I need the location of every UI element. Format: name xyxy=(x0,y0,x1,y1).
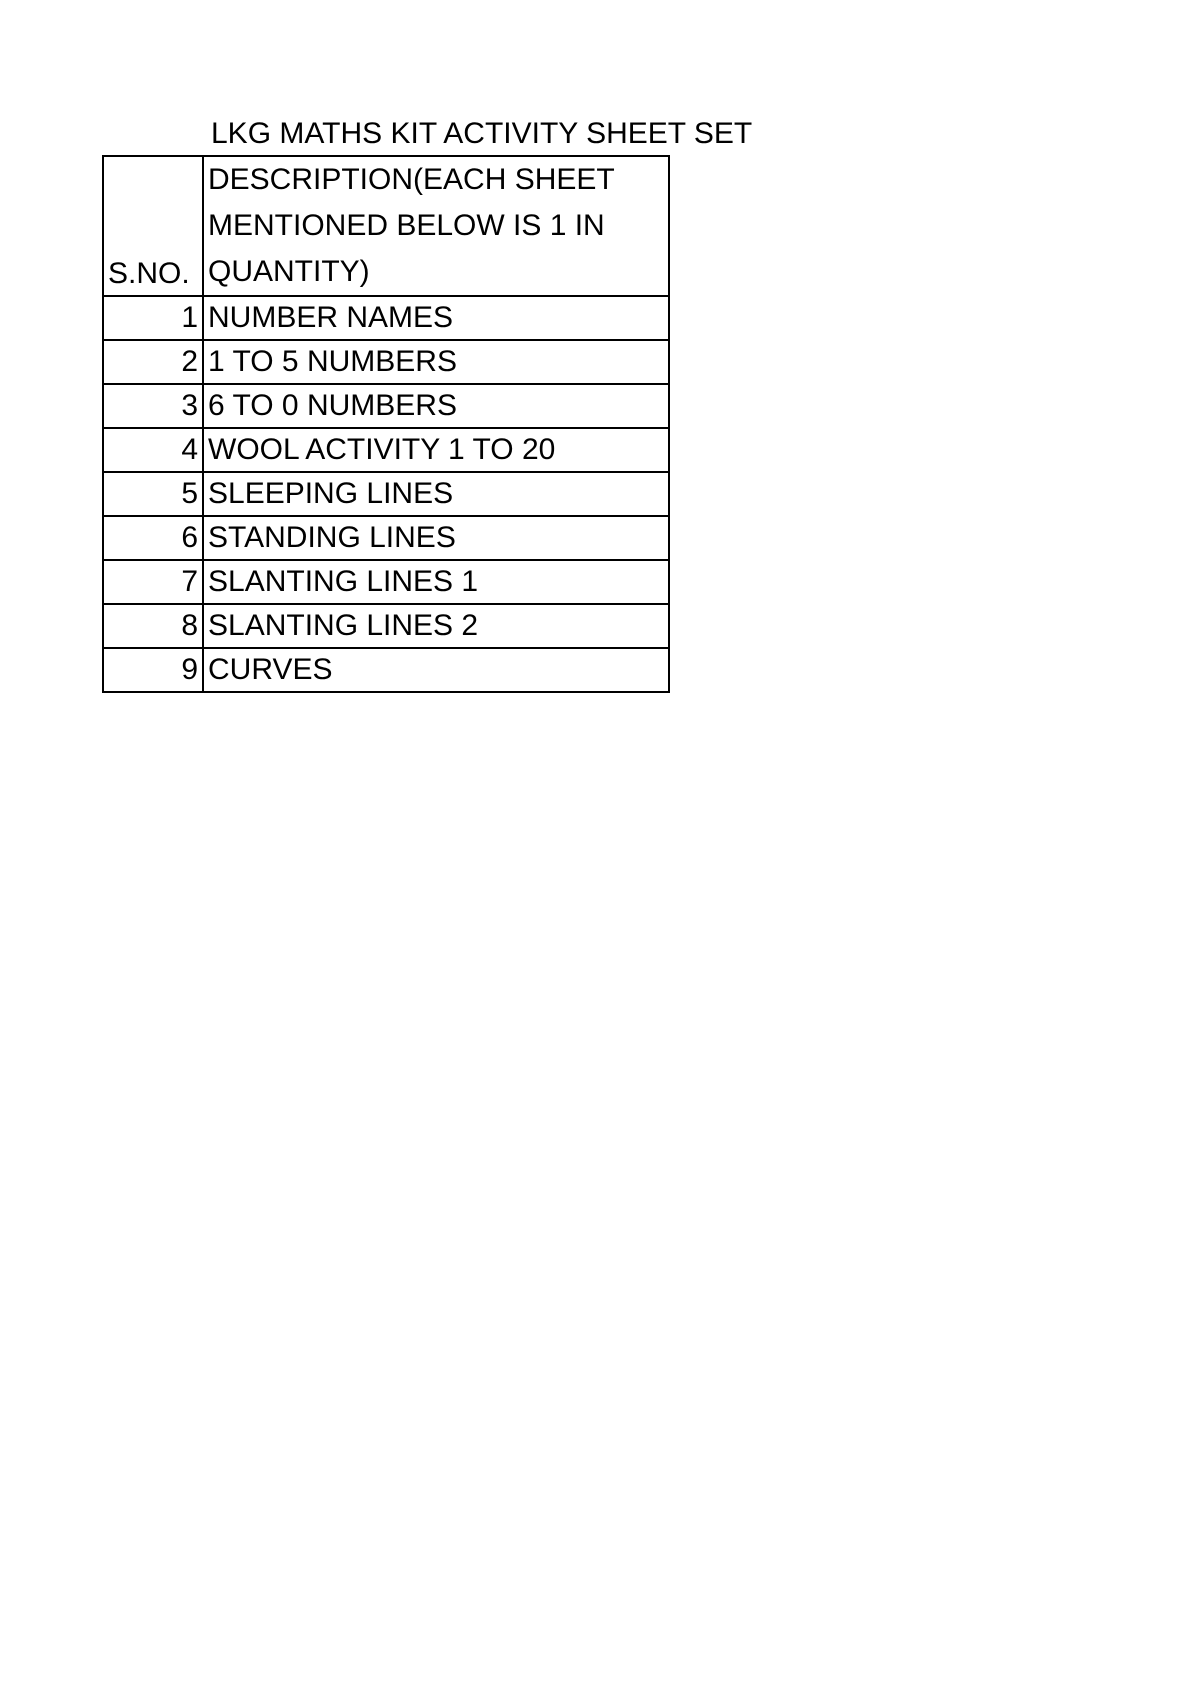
cell-description: 6 TO 0 NUMBERS xyxy=(203,384,669,428)
table-row xyxy=(103,516,669,560)
cell-sno: 4 xyxy=(103,428,203,472)
cell-sno: 1 xyxy=(103,296,203,340)
table-row xyxy=(103,648,669,692)
cell-description: CURVES xyxy=(203,648,669,692)
cell-description: NUMBER NAMES xyxy=(203,296,669,340)
header-description-line-2: MENTIONED BELOW IS 1 IN xyxy=(208,209,605,242)
header-description xyxy=(203,156,669,296)
cell-sno: 9 xyxy=(103,648,203,692)
cell-description: SLANTING LINES 1 xyxy=(203,560,669,604)
table-row xyxy=(103,384,669,428)
cell-description: SLANTING LINES 2 xyxy=(203,604,669,648)
table-row xyxy=(103,428,669,472)
table-row xyxy=(103,604,669,648)
table-header-row xyxy=(103,156,669,296)
cell-description: 1 TO 5 NUMBERS xyxy=(203,340,669,384)
cell-sno: 3 xyxy=(103,384,203,428)
cell-description: WOOL ACTIVITY 1 TO 20 xyxy=(203,428,669,472)
cell-sno: 7 xyxy=(103,560,203,604)
cell-description: STANDING LINES xyxy=(203,516,669,560)
header-description-line-3: QUANTITY) xyxy=(208,255,370,288)
cell-sno: 5 xyxy=(103,472,203,516)
cell-description: SLEEPING LINES xyxy=(203,472,669,516)
header-sno: S.NO. xyxy=(103,156,203,296)
header-description-line-1: DESCRIPTION(EACH SHEET xyxy=(208,163,615,196)
cell-sno: 6 xyxy=(103,516,203,560)
cell-sno: 8 xyxy=(103,604,203,648)
table-row xyxy=(103,296,669,340)
table-row xyxy=(103,560,669,604)
activity-sheet-table xyxy=(102,155,670,693)
document-title: LKG MATHS KIT ACTIVITY SHEET SET xyxy=(211,117,753,150)
cell-sno: 2 xyxy=(103,340,203,384)
table-row xyxy=(103,340,669,384)
table-row xyxy=(103,472,669,516)
